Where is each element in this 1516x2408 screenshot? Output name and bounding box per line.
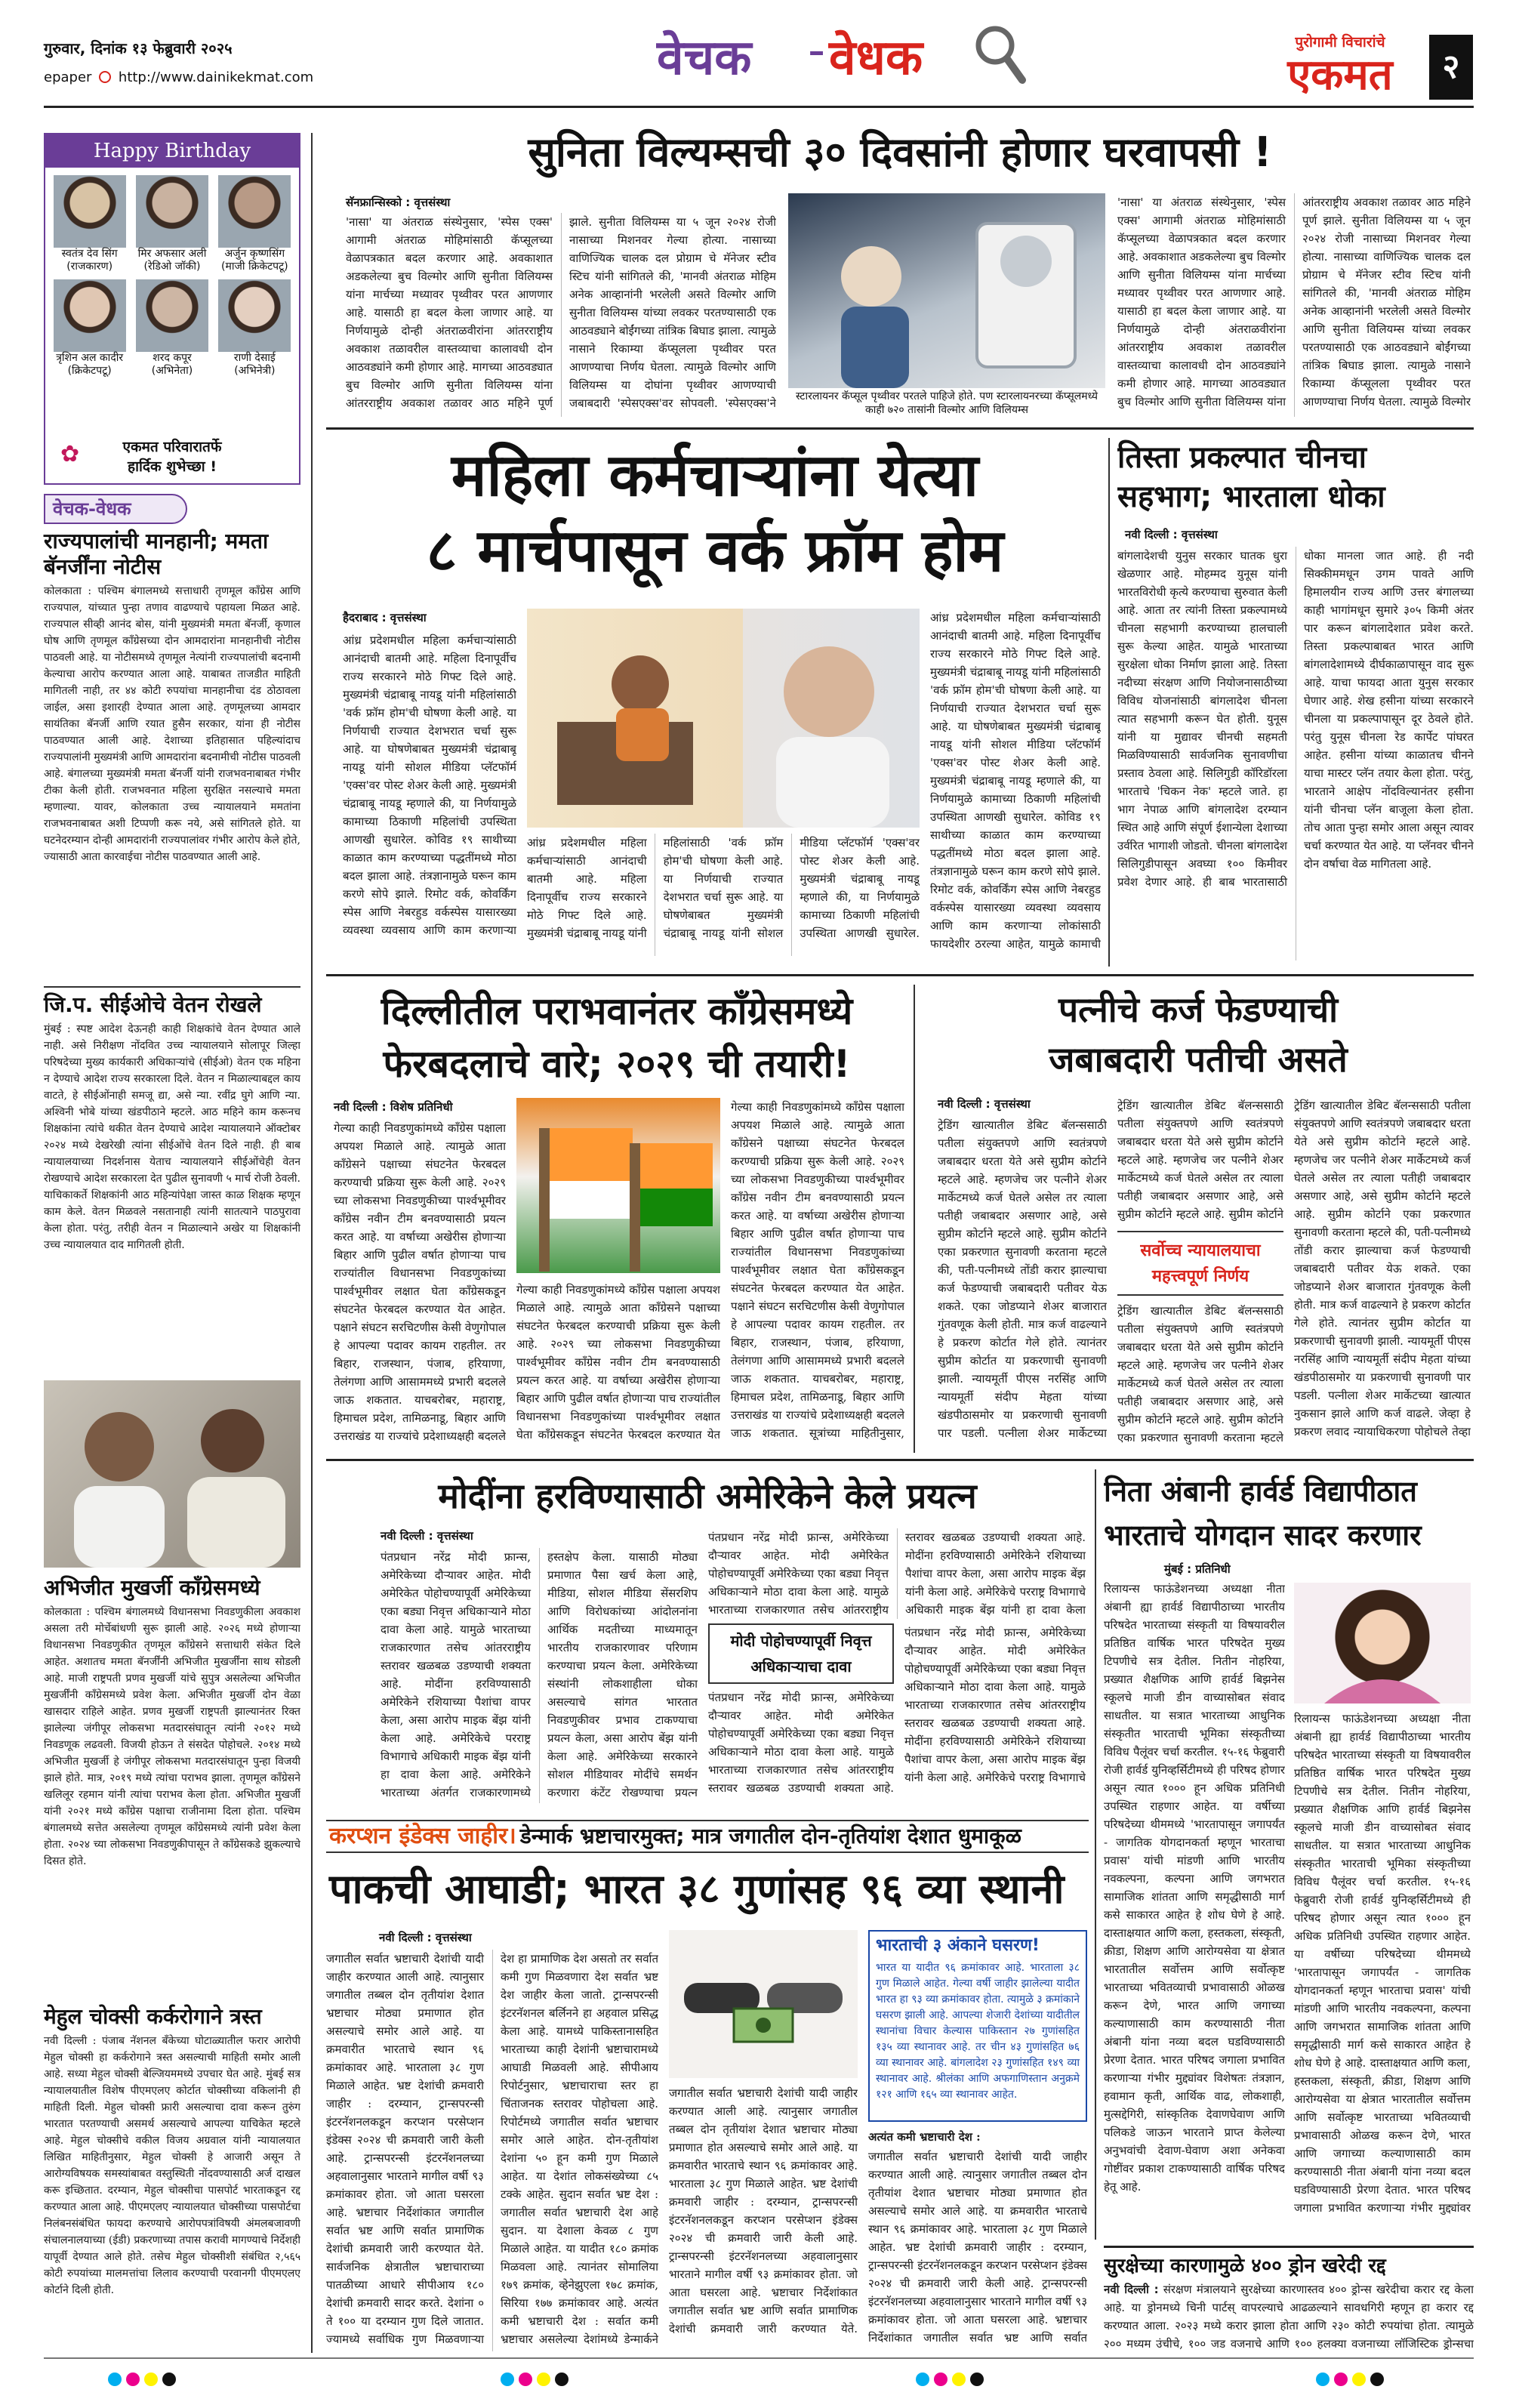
- sunita-photo: [788, 193, 1105, 388]
- flags-photo-icon: [516, 1098, 720, 1273]
- corruption-banner-text: डेन्मार्क भ्रष्टाचारमुक्त; मात्र जगातील दोन-तृतियांश देशात धुमाकूळ: [519, 1824, 1021, 1848]
- yellow-dot-icon: [537, 2373, 550, 2386]
- astronaut-photo-icon: [788, 193, 1105, 388]
- birthday-name: मिर अफसार अली: [137, 248, 207, 260]
- reg-marks-right: [1314, 2373, 1386, 2389]
- cyan-dot-icon: [916, 2373, 929, 2386]
- masthead-date: गुरुवार, दिनांक १३ फेब्रुवारी २०२५: [44, 39, 233, 57]
- reg-marks-mid-right: [914, 2373, 986, 2389]
- nita-body-b: रिलायन्स फाऊंडेशनच्या अध्यक्षा नीता अंबानी ह्या हार्वर्ड विद्यापीठाच्या भारतीय परिषदेत भारताच्या संस्कृती या विषयावरील प्रतिष्ठित वार्षिक भारत परिषदेत मुख्य टिपणीचे सत्र देतील. नितीन नोहरिया, प्रख्यात शैक्षणिक आणि हार्वर्ड बिझनेस स्कूलचे माजी डीन वाच्यासोबत संवाद साधतील. या सत्रात भारताच्या आधुनिक संस्कृतीत भारताची भूमिका संस्कृतीच्या विविध पैलूंवर चर्चा करतील. १५-१६ फेब्रुवारी रोजी हार्वर्ड युनिव्हर्सिटीमध्ये ही परिषद होणार असून त्यात १००० हून अधिक प्रतिनिधी उपस्थित राहणार आहेत. या वर्षीच्या परिषदेच्या थीममध्ये 'भारतापासून जगापर्यंत - जागतिक योगदानकर्ता म्हणून भारताचा प्रवास' यांची मांडणी आणि भारतीय नवकल्पना, कल्पना आणि जगभरात सामाजिक शांतता आणि समृद्धीसाठी मार्ग कसे साकारत आहेत हे शोध घेणे हे आहे. दास्ताक्षयात आणि कला, हस्तकला, संस्कृती, क्रीडा, शिक्षण आणि आरोग्यसेवा या क्षेत्रात भारतातील सर्वोत्तम आणि सर्वोत्कृष्ट भारताच्या भवितव्याची प्रभावासाठी ओळख करून देणे, भारत आणि जगाच्या कल्याणासाठी काम करण्यासाठी नीता अंबानी यांना नव्या बदल घडविण्यासाठी प्रेरणा देतात. भारत परिषद जगाला प्रभावित करणाऱ्या गंभीर मुद्द्यांवर: [1294, 1712, 1471, 2215]
- reg-marks-mid-left: [498, 2373, 571, 2389]
- rule-below-congress: [326, 1459, 1474, 1461]
- teesta-headline-2: सहभाग; भारताला धोका: [1117, 479, 1385, 514]
- congress-headline-1: दिल्लीतील पराभवानंतर काँग्रेसमध्ये: [381, 989, 853, 1033]
- sidebar-photo-mukherjee: [44, 1380, 300, 1568]
- epaper-line[interactable]: [44, 69, 313, 85]
- rule-congress-wife: [914, 985, 915, 1453]
- corruption-box-body: भारत या यादीत ९६ क्रमांकावर आहे. भारताला ३८ गुण मिळाले आहेत. गेल्या वर्षी जाहीर झालेल्या यादीत भारत हा ९३ व्या क्रमांकावर होता. त्यामुळे ३ क्रमांकाने घसरण झाली आहे. आपल्या शेजारी देशांच्या यादीतील स्थानांचा विचार केल्यास पाकिस्तान २७ गुणांसहित १३५ व्या स्थानावर आहे. तर चीन ४३ गुणांसहित ७६ व्या स्थानावर आहे. बांगलादेश २३ गुणांसहित १४९ व्या स्थानावर आहे. श्रीलंका आणि अफगाणिस्तान अनुक्रमे १२१ आणि १६५ व्या स्थानावर आहेत.: [876, 1962, 1080, 2101]
- sidebar-story-3-body: कोलकाता : पश्चिम बंगालमध्ये विधानसभा निवडणुकीला अवकाश असला तरी मोर्चेबांधणी सुरू झाली आहे. २०२६ मध्ये होणाऱ्या विधानसभा निवडणुकीत तृणमूल काँग्रेसने सत्ताधारी संकेत दिले आहेत. अशातच ममता बॅनर्जींनी अभिजीत मुखर्जींना साथ सोडली आहे. माजी राष्ट्रपती प्रणव मुखर्जी यांचे सुपुत्र असलेल्या अभिजीत मुखर्जींनी काँग्रेसमध्ये प्रवेश केला. अभिजीत मुखर्जी दोन वेळा खासदार राहिले आहेत. प्रणव मुखर्जी राष्ट्रपती झाल्यानंतर रिक्त झालेल्या जंगीपूर लोकसभा मतदारसंघातून त्यांनी २०१२ मध्ये निवडणूक लढवली. विजयी होऊन ते संसदेत पोहोचले. २०१४ मध्ये अभिजीत मुखर्जी हे जंगीपूर लोकसभा मतदारसंघातून पुन्हा विजयी झाले होते. मात्र, २०१९ मध्ये त्यांचा पराभव झाला. तृणमूल काँग्रेसने खलिलूर रहमान यांनी त्यांचा पराभव केला होता. अभिजीत मुखर्जी यांनी २०२१ मध्ये काँग्रेस पक्षाचा राजीनामा दिला होता. पश्चिम बंगालमध्ये सत्तेत असलेल्या तृणमूल काँग्रेसमध्ये त्यांनी प्रवेश केला होता. २०२४ च्या लोकसभा निवडणुकीपासून ते काँग्रेसकडे झुकल्याचे दिसत होते.: [44, 1606, 300, 1867]
- wife-body-b: ट्रेडिंग खात्यातील डेबिट बॅलन्ससाठी पतीला संयुक्तपणे आणि स्वतंत्रपणे जबाबदार धरता येते असे सुप्रीम कोर्टाने म्हटले आहे. म्हणजेच जर पत्नीने शेअर मार्केटमध्ये कर्ज घेतले असेल तर त्याला पतीही जबाबदार असणार आहे, असे सुप्रीम कोर्टाने म्हटले आहे. सुप्रीम कोर्टाने: [1117, 1099, 1283, 1221]
- reg-marks-left: [106, 2373, 178, 2389]
- birthday-box: [44, 133, 300, 485]
- portrait-photo-icon: [1294, 1583, 1471, 1703]
- sidebar-story-3-headline: अभिजीत मुखर्जी काँग्रेसमध्ये: [44, 1575, 260, 1600]
- flower-icon: ✿: [60, 441, 80, 467]
- birthday-greeting: [45, 436, 299, 476]
- avatar: [218, 175, 291, 248]
- brand-block: [1253, 32, 1427, 107]
- modi-body-a: पंतप्रधान नरेंद्र मोदी फ्रान्स, अमेरिकेच्या दौऱ्यावर आहेत. मोदी अमेरिकेत पोहोचण्यापूर्वी अमेरिकेच्या एका बड्या निवृत्त अधिकाऱ्याने मोठा दावा केला आहे. यामुळे भारताच्या राजकारणात तसेच आंतरराष्ट्रीय स्तरावर खळबळ उडण्याची शक्यता आहे. मोदींना हरविण्यासाठी अमेरिकेने रशियाच्या पैशांचा वापर केला, असा आरोप माइक बेंझ यांनी केला आहे. अमेरिकेचे परराष्ट्र विभागाचे अधिकारी माइक बेंझ यांनी हा दावा केला आहे. अमेरिकेने भारताच्या अंतर्गत राजकारणामध्ये हस्तक्षेप केला. यासाठी मोठ्या प्रमाणात पैसा खर्च केला आहे, मीडिया, सोशल मीडिया सेंसरशिप आणि विरोधकांच्या आंदोलनांना आर्थिक मदतीच्या माध्यमातून भारतीय राजकारणावर परिणाम करण्याचा प्रयत्न केला. अमेरिकेच्या संस्थांनी लोकशाहीला धोका असल्याचे सांगत भारतात निवडणुकीवर प्रभाव टाकण्याचा प्रयत्न केला, असा आरोप बेंझ यांनी केला आहे. अमेरिकेच्या सरकारने सोशल मीडियावर मोदींचे समर्थन करणारा कंटेंट रोखण्याचा प्रयत्न: [381, 1550, 698, 1799]
- modi-body-c: पंतप्रधान नरेंद्र मोदी फ्रान्स, अमेरिकेच्या दौऱ्यावर आहेत. मोदी अमेरिकेत पोहोचण्यापूर्वी अमेरिकेच्या एका बड्या निवृत्त अधिकाऱ्याने मोठा दावा केला आहे. यामुळे भारताच्या राजकारणात तसेच आंतरराष्ट्रीय स्तरावर खळबळ उडण्याची शक्यता आहे.: [708, 1691, 894, 1795]
- congress-headline-2: फेरबदलाचे वारे; २०२९ ची तयारी!: [383, 1042, 851, 1086]
- teesta-dateline: नवी दिल्ली : वृत्तसंस्था: [1125, 528, 1218, 541]
- sidebar-story-4: [44, 2004, 300, 2348]
- footer-rule: [44, 2357, 1474, 2359]
- birthday-role: (अभिनेत्री): [234, 365, 276, 377]
- section-title: [657, 23, 1080, 94]
- birthday-role: (अभिनेता): [151, 365, 193, 377]
- rule-below-wfh: [326, 974, 1474, 976]
- sidebar-story-2-body: मुंबई : स्पष्ट आदेश देऊनही काही शिक्षकांचे वेतन देण्यात आले नाही. असे निरीक्षण नोंदवित उच्च न्यायालयाने सोलापूर जिल्हा परिषदेच्या मुख्य कार्यकारी अधिकाऱ्यांचे (सीईओ) वेतन एक महिना न देण्याचे आदेश राज्य सरकारला दिले. वेतन न मिळाल्याबद्दल काय वाटते, हे सीईओंनाही समजू द्या, असे न्या. रवींद्र घुगे आणि न्या. अश्विनी भोबे यांच्या खंडपीठाने म्हटले. आठ महिने काम करूनच शिक्षकांना त्यांचे थकीत वेतन देण्याचे आदेश न्यायालयाने ऑक्टोबर २०२४ मध्ये देखरेखी त्यांना सीईओंचे वेतन दिले नाही. ही बाब न्यायालयाच्या निदर्शनास येताच न्यायालयाने सीईओंचेही वेतन रोखण्याचे आदेश सरकारला देत पुढील सुनावणी ५ मार्च रोजी ठेवली. याचिकाकर्ते शिक्षकांनी आठ महिन्यांपेक्षा जास्त काळ शिक्षक म्हणून काम केले. वेतन मिळवले नसतानाही त्यांनी सातत्याने पाठपुरावा केला होता. परंतु, तरीही वेतन न मिळाल्याने अखेर या शिक्षकांनी उच्च न्यायालयात दाद मागितली होती.: [44, 1023, 300, 1251]
- story-modi-us: [326, 1469, 1089, 1809]
- wfh-body-a: आंध्र प्रदेशमधील महिला कर्मचाऱ्यांसाठी आनंदाची बातमी आहे. महिला दिनापूर्वीच राज्य सरकारने मोठे गिफ्ट दिले आहे. मुख्यमंत्री चंद्राबाबू नायडू यांनी महिलांसाठी 'वर्क फ्रॉम होम'ची घोषणा केली आहे. या निर्णयाची राज्यात देशभरात चर्चा सुरू आहे. या घोषणेबाबत मुख्यमंत्री चंद्राबाबू नायडू यांनी सोशल मीडिया प्लॅटफॉर्म 'एक्स'वर पोस्ट शेअर केली आहे. मुख्यमंत्री चंद्राबाबू नायडू म्हणाले की, या निर्णयामुळे कामाच्या ठिकाणी महिलांची उपस्थिता आणखी सुधारेल. कोविड १९ साथीच्या काळात काम करण्याच्या पद्धतींमध्ये मोठा बदल झाला आहे. तंत्रज्ञानामुळे घरून काम करणे सोपे झाले. रिमोट वर्क, कोवर्किंग स्पेस आणि नेबरहुड वर्कस्पेस यासारख्या व्यवस्था व्यवसाय आणि काम करणाऱ्या: [343, 634, 516, 937]
- corruption-sub3: अत्यंत कमी भ्रष्टाचारी देश :: [868, 2130, 981, 2144]
- birthday-name: त्रृशिन अल कादीर: [56, 352, 124, 364]
- registration-marks: [0, 2369, 1516, 2392]
- epaper-label: epaper: [44, 69, 92, 85]
- sunita-body-left: 'नासा' या अंतराळ संस्थेनुसार, 'स्पेस एक्स' आगामी अंतराळ मोहिमांसाठी कॅप्सूलच्या वेळापत्रकात बदल करणार आहे. अवकाशात अडकलेल्या बुच विल्मोर आणि सुनीता विलियम्स यांना मार्चच्या मध्यावर पृथ्वीवर परत आणणार आहे. यासाठी हा बदल केला जाणार आहे. या निर्णयामुळे दोन्ही अंतराळवीरांना आंतरराष्ट्रीय अवकाश तळावरील वास्तव्याचा कालावधी दोन आठवड्यांने कमी होणार आहे. मागच्या आठवड्यात बुच विल्मोर आणि सुनीता विलियम्स यांना आंतरराष्ट्रीय अवकाश तळावर आठ महिने पूर्ण झाले. सुनीता विलियम्स या ५ जून २०२४ रोजी नासाच्या मिशनवर गेल्या होत्या. नासाच्या वाणिज्यिक चालक दल प्रोग्राम चे मॅनेजर स्टीव स्टिच यांनी सांगितले की, 'मानवी अंतराळ मोहिम अनेक आव्हानांनी भरलेली असते विल्मोर आणि सुनीता विलियम्स यांच्या लवकर परतण्यासाठी एक आठवड्याने बोईंगच्या तांत्रिक बिघाड झाला. त्यामुळे नासाने रिकाम्या कॅप्सूलला पृथ्वीवर परत आणण्याचा निर्णय घेतला. त्यामुळे विल्मोर आणि विलियम्स या दोघांना पृथ्वीवर आणण्याची जबाबदारी 'स्पेसएक्स'वर सोपवली. 'स्पेसएक्स'ने: [346, 215, 776, 410]
- modi-subhead-1: मोदी पोहोचण्यापूर्वी निवृत्त: [730, 1632, 872, 1650]
- congress-body-b: गेल्या काही निवडणुकांमध्ये काँग्रेस पक्षाला अपयश मिळाले आहे. त्यामुळे आता काँग्रेसने पक्षाच्या संघटनेत फेरबदल करण्याची प्रक्रिया सुरू केली आहे. २०२९ च्या लोकसभा निवडणुकीच्या पार्श्वभूमीवर काँग्रेस नवीन टीम बनवण्यासाठी प्रयत्न करत आहे. या वर्षाच्या अखेरीस होणाऱ्या बिहार आणि पुढील वर्षात होणाऱ्या पाच राज्यांतील विधानसभा निवडणुकांच्या पार्श्वभूमीवर लक्षात घेता काँग्रेसकडून संघटनेत फेरबदल करण्यात येत: [516, 1283, 720, 1441]
- sidebar-story-1: [44, 529, 300, 982]
- birthday-person: [215, 279, 294, 378]
- birthday-name: स्वतंत्र देव सिंग: [61, 248, 118, 260]
- magenta-dot-icon: [126, 2373, 140, 2386]
- birthday-role: (राजकारण): [66, 261, 113, 273]
- nita-dateline: मुंबई : प्रतिनिधी: [1164, 1562, 1231, 1576]
- nita-photo: [1294, 1583, 1471, 1703]
- sidebar-section-label: वेचक-वेधक: [44, 494, 187, 524]
- story-congress: [326, 985, 907, 1453]
- teesta-headline-1: तिस्ता प्रकल्पात चीनचा: [1117, 440, 1367, 475]
- birthday-role: (रेडिओ जॉकी): [143, 261, 201, 273]
- yellow-dot-icon: [144, 2373, 158, 2386]
- corruption-box: [868, 1930, 1087, 2122]
- modi-body-b: पंतप्रधान नरेंद्र मोदी फ्रान्स, अमेरिकेच्या दौऱ्यावर आहेत. मोदी अमेरिकेत पोहोचण्यापूर्वी अमेरिकेच्या एका बड्या निवृत्त अधिकाऱ्याने मोठा दावा केला आहे. यामुळे भारताच्या राजकारणात तसेच आंतरराष्ट्रीय स्तरावर खळबळ उडण्याची शक्यता आहे. मोदींना हरविण्यासाठी अमेरिकेने रशियाच्या पैशांचा वापर केला, असा आरोप माइक बेंझ यांनी केला आहे. अमेरिकेचे परराष्ट्र विभागाचे अधिकारी माइक बेंझ यांनी हा दावा केला: [708, 1531, 1086, 1617]
- cyan-dot-icon: [501, 2373, 514, 2386]
- birthday-person: [50, 175, 129, 273]
- nita-headline-1: निता अंबानी हार्वर्ड विद्यापीठात: [1104, 1475, 1417, 1508]
- sunita-dateline: सॅनफ्रान्सिस्को : वृत्तसंस्था: [346, 196, 451, 209]
- rule-above-drones: [1104, 2246, 1474, 2248]
- sidebar-divider: [44, 986, 300, 988]
- avatar: [54, 279, 126, 352]
- black-dot-icon: [970, 2373, 984, 2386]
- sidebar: [44, 494, 300, 2351]
- wife-body-c: ट्रेडिंग खात्यातील डेबिट बॅलन्ससाठी पतीला संयुक्तपणे आणि स्वतंत्रपणे जबाबदार धरता येते असे सुप्रीम कोर्टाने म्हटले आहे. म्हणजेच जर पत्नीने शेअर मार्केटमध्ये कर्ज घेतले असेल तर त्याला पतीही जबाबदार असणार आहे, असे सुप्रीम कोर्टाने म्हटले आहे. सुप्रीम कोर्टाने एका प्रकरणात सुनावणी करताना म्हटले: [1117, 1304, 1283, 1444]
- congress-body-c: गेल्या काही निवडणुकांमध्ये काँग्रेस पक्षाला अपयश मिळाले आहे. त्यामुळे आता काँग्रेसने पक्षाच्या संघटनेत फेरबदल करण्याची प्रक्रिया सुरू केली आहे. २०२९ च्या लोकसभा निवडणुकीच्या पार्श्वभूमीवर काँग्रेस नवीन टीम बनवण्यासाठी प्रयत्न करत आहे. या वर्षाच्या अखेरीस होणाऱ्या बिहार आणि पुढील वर्षात होणाऱ्या पाच राज्यांतील विधानसभा निवडणुकांच्या पार्श्वभूमीवर लक्षात घेता काँग्रेसकडून संघटनेत फेरबदल करण्यात येत आहेत. पक्षाने संघटन सरचिटणीस केसी वेणुगोपाल हे आपल्या पदावर कायम राहतील. तर बिहार, राजस्थान, पंजाब, हरियाणा, तेलंगणा आणि आसाममध्ये प्रभारी बदलले जाऊ शकतात. याचबरोबर, महाराष्ट्र, हिमाचल प्रदेश, तामिळनाडू, बिहार आणि उत्तराखंड या राज्यांचे प्रदेशाध्यक्षही बदलले जाऊ शकतात. सूत्रांच्या माहितीनुसार,: [731, 1100, 904, 1440]
- story-nita: [1104, 1469, 1474, 2240]
- sidebar-rule: [311, 133, 313, 2353]
- wfh-body-c: आंध्र प्रदेशमधील महिला कर्मचाऱ्यांसाठी आनंदाची बातमी आहे. महिला दिनापूर्वीच राज्य सरकारने मोठे गिफ्ट दिले आहे. मुख्यमंत्री चंद्राबाबू नायडू यांनी महिलांसाठी 'वर्क फ्रॉम होम'ची घोषणा केली आहे. या निर्णयाची राज्यात देशभरात चर्चा सुरू आहे. या घोषणेबाबत मुख्यमंत्री चंद्राबाबू नायडू यांनी सोशल मीडिया प्लॅटफॉर्म 'एक्स'वर पोस्ट शेअर केली आहे. मुख्यमंत्री चंद्राबाबू नायडू म्हणाले की, या निर्णयामुळे कामाच्या ठिकाणी महिलांची उपस्थिता आणखी सुधारेल. कोविड १९ साथीच्या काळात काम करण्याच्या पद्धतींमध्ये मोठा बदल झाला आहे. तंत्रज्ञानामुळे घरून काम करणे सोपे झाले. रिमोट वर्क, कोवर्किंग स्पेस आणि नेबरहुड वर्कस्पेस यासारख्या व्यवस्था व्यवसाय आणि काम करणाऱ्या लोकांसाठी फायदेशीर ठरल्या आहेत, यामुळे कामाची: [930, 611, 1101, 951]
- avatar: [54, 175, 126, 248]
- rule-modi-nita: [1095, 1469, 1096, 2240]
- globe-icon: [99, 71, 111, 83]
- modi-headline: मोदींना हरविण्यासाठी अमेरिकेने केले प्रयत्न: [438, 1475, 977, 1516]
- birthday-person: [215, 175, 294, 273]
- people-photo-icon: [527, 609, 920, 828]
- rule-wfh-teesta: [1108, 438, 1110, 967]
- nita-headline-2: भारताचे योगदान सादर करणार: [1104, 1518, 1422, 1552]
- birthday-name: अर्जुन कृष्णसिंग: [224, 248, 285, 260]
- teesta-body: बांगलादेशची युनुस सरकार घातक धुरा खेळणार आहे. मोहम्मद युनूस यांनी भारतविरोधी कृत्ये करण्याचा सुरुवात केली आहे. आता तर त्यांनी तिस्ता प्रकल्पामध्ये चीनला सहभागी करण्याच्या हालचाली सुरू केल्या आहेत. यामुळे भारताच्या सुरक्षेला धोका निर्माण झाला आहे. तिस्ता नदीच्या संरक्षण आणि नियोजनासाठीच्या विविध योजनांसाठी बांगलादेश चीनला त्यात सहभागी करून घेत होती. युनूस यांनी या मुद्यावर चीनची सहमती मिळविण्यासाठी सार्वजनिक सुनावणीचा प्रस्ताव ठेवला आहे. सिलिगुडी कॉरिडॉरला भारताचे 'चिकन नेक' म्हटले जाते. हा भाग नेपाळ आणि बांगलादेश दरम्यान स्थित आहे आणि संपूर्ण ईशान्येला देशाच्या उर्वरित भागाशी जोडतो. चीनला बांगलादेश सिलिगुडीपासून अवघ्या १०० किमीवर प्रवेश देणार आहे. ही बाब भारतासाठी धोका मानला जात आहे. ही नदी सिक्कीममधून उगम पावते आणि हिमालयीन राज्य आणि उत्तर बंगालच्या काही भागांमधून सुमारे ३०५ किमी अंतर पार करून बांगलादेशात प्रवेश करते. तिस्ता प्रकल्पाबाबत भारत आणि बांगलादेशामध्ये दीर्घकाळापासून वाद सुरू आहे. याचा फायदा आता युनुस सरकार घेणार आहे. शेख हसीना यांच्या सरकारने चीनला या प्रकल्पापासून दूर ठेवले होते. परंतु युनूस चीनला रेड कार्पेट पांघरत आहेत. हसीना यांच्या काळातच चीनने याचा मास्टर प्लॅन तयार केला होता. परंतु, भारताने आक्षेप नोंदविल्यानंतर हसीना यांनी चीनचा प्लॅन बाजूला केला होता. तोच आता पुन्हा समोर आला असून त्यावर चर्चा करण्यात येत आहे. या प्लॅनवर चीनने दोन वर्षाचा वेळ मागितला आहे.: [1117, 549, 1474, 889]
- story-drones: [1104, 2252, 1474, 2354]
- masthead-rule: [44, 106, 1474, 108]
- wfh-dateline: हैदराबाद : वृत्तसंस्था: [343, 611, 427, 624]
- wife-body-d: ट्रेडिंग खात्यातील डेबिट बॅलन्ससाठी पतीला संयुक्तपणे आणि स्वतंत्रपणे जबाबदार धरता येते असे सुप्रीम कोर्टाने म्हटले आहे. म्हणजेच जर पत्नीने शेअर मार्केटमध्ये कर्ज घेतले असेल तर त्याला पतीही जबाबदार असणार आहे, असे सुप्रीम कोर्टाने म्हटले आहे. सुप्रीम कोर्टाने एका प्रकरणात सुनावणी करताना म्हटले की, पती-पत्नीमध्ये तोंडी करार झाल्याचा कर्ज फेडण्याची जबाबदारी पतीवर येऊ शकते. एका जोडप्याने शेअर बाजारात गुंतवणूक केली होती. मात्र कर्ज वाढल्याने हे प्रकरण कोर्टात गेले होते. त्यानंतर सुप्रीम कोर्टात या प्रकरणाची सुनावणी झाली. न्यायमूर्ती पीएस नरसिंह आणि न्यायमूर्ती संदीप मेहता यांच्या खंडपीठासमोर या प्रकरणाची सुनावणी पार पडली. पत्नीला शेअर मार्केटच्या खात्यात नुकसान झाले आणि कर्ज वाढले. जेव्हा हे प्रकरण लवाद न्यायाधिकरणा पोहोचले तेव्हा: [1294, 1099, 1471, 1438]
- black-dot-icon: [1370, 2373, 1384, 2386]
- sidebar-story-4-body: नवी दिल्ली : पंजाब नॅशनल बँकेच्या घोटाळ्यातील फरार आरोपी मेहुल चोक्सी हा कर्करोगाने त्रस्त असल्याची माहिती समोर आली आहे. सध्या मेहुल चोक्सी बेल्जियममध्ये उपचार घेत आहे. मुंबई सत्र न्यायालयातील विशेष पीएमएलए कोर्टात चोक्सीच्या वकिलांनी ही माहिती दिली. मेहुल चोक्सी फ्रारी असल्याचा दावा करून तुरुंग भारतात परतण्याची असमर्थ असल्याचे आपल्या याचिकेत म्हटले आहे. मेहुल चोक्सीचे वकील विजय अग्रवाल यांनी न्यायालयात लिखित माहितीनुसार, मेहुल चोक्सी हे आजारी असून ते आरोग्यविषयक समस्यांबाबत वस्तुस्थिती नोंदवण्यासाठी अर्ज दाखल करू इच्छितात. दरम्यान, मेहुल चोक्सीचा पासपोर्ट भारताकडून रद्द करण्यात आला आहे. पीएमएलए न्यायालयात चोक्सीच्या पासपोर्टचा निलंबनसंबंधित फायदा करण्याचे आरोपपत्रांविषयी अंमलबजावणी संचालनालयाच्या (ईडी) प्रकरणाच्या तपास करावी मागण्याचे निर्देशही यापूर्वी देण्यात आले होते. तसेच मेहुल चोक्सीशी संबंधित २,५६५ कोटी रुपयांच्या मालमत्तांचा लिलाव करण्याची परवानगी पीएमएलए कोर्टाने दिली होती.: [44, 2035, 300, 2296]
- section-title-dash: -: [808, 23, 826, 79]
- modi-subhead-2: अधिकाऱ्याचा दावा: [750, 1657, 852, 1676]
- drones-headline: सुरक्षेच्या कारणामुळे ४०० ड्रोन खरेदी रद्द: [1104, 2255, 1386, 2277]
- story-teesta: [1117, 438, 1474, 967]
- congress-body-a: गेल्या काही निवडणुकांमध्ये काँग्रेस पक्षाला अपयश मिळाले आहे. त्यामुळे आता काँग्रेसने पक्षाच्या संघटनेत फेरबदल करण्याची प्रक्रिया सुरू केली आहे. २०२९ च्या लोकसभा निवडणुकीच्या पार्श्वभूमीवर काँग्रेस नवीन टीम बनवण्यासाठी प्रयत्न करत आहे. या वर्षाच्या अखेरीस होणाऱ्या बिहार आणि पुढील वर्षात होणाऱ्या पाच राज्यांतील विधानसभा निवडणुकांच्या पार्श्वभूमीवर लक्षात घेता काँग्रेसकडून संघटनेत फेरबदल करण्यात येत आहेत. पक्षाने संघटन सरचिटणीस केसी वेणुगोपाल हे आपल्या पदावर कायम राहतील. तर बिहार, राजस्थान, पंजाब, हरियाणा, तेलंगणा आणि आसाममध्ये प्रभारी बदलले जाऊ शकतात. याचबरोबर, महाराष्ट्र, हिमाचल प्रदेश, तामिळनाडू, बिहार आणि उत्तराखंड या राज्यांचे प्रदेशाध्यक्षही बदलले: [334, 1121, 506, 1443]
- corruption-body-a: जगातील सर्वात भ्रष्टाचारी देशांची यादी जाहीर करण्यात आली आहे. त्यानुसार जगातील तब्बल दोन तृतीयांश देशात भ्रष्टाचार मोठ्या प्रमाणात होत असल्याचे समोर आले आहे. या क्रमवारीत भारताचे स्थान ९६ क्रमांकावर आहे. भारताला ३८ गुण मिळाले आहेत. भ्रष्ट देशांची क्रमवारी जाहीर : दरम्यान, ट्रान्सपरन्सी इंटरनॅशनलकडून करप्शन परसेप्शन इंडेक्स २०२४ ची क्रमवारी जारी केली आहे. ट्रान्सपरन्सी इंटरनॅशनलच्या अहवालानुसार भारताने मागील वर्षी ९३ क्रमांकावर होता. जो आता घसरला आहे. भ्रष्टाचार निर्देशांकात जगातील सर्वात भ्रष्ट आणि सर्वात प्रामाणिक देशांची क्रमवारी जारी करण्यात येते. सार्वजनिक क्षेत्रातील भ्रष्टाचाराच्या पातळीच्या आधारे सीपीआय १८० देशांची क्रमवारी सादर करते. देशांना ० ते १०० या दरम्यान गुण दिले जातात. ज्यामध्ये सर्वाधिक गुण मिळवणाऱ्या देश हा प्रामाणिक देश असतो तर सर्वात कमी गुण मिळवणारा देश सर्वात भ्रष्ट देश जाहीर केला जातो. ट्रान्सपरन्सी इंटरनॅशनल बर्लिनने हा अहवाल प्रसिद्ध केला आहे. यामध्ये पाकिस्तानासहित भारताच्या काही देशांनी भ्रष्टाचारामध्ये आघाडी मिळवली आहे. सीपीआय रिपोर्टनुसार, भ्रष्टाचाराचा स्तर हा चिंताजनक स्तरावर पोहोचला आहे. रिपोर्टमध्ये जगातील सर्वात भ्रष्टाचार समोर आले आहेत. दोन-तृतीयांश देशांना ५० हून कमी गुण मिळाले आहेत. या देशांत लोकसंख्येच्या ८५ टक्के आहेत. सुदान सर्वात भ्रष्ट देश : जगातील सर्वात भ्रष्टाचारी देश आहे सुदान. या देशाला केवळ ८ गुण मिळाले आहेत. या यादीत १८० क्रमांक मिळवला आहे. त्यानंतर सोमालिया १७९ क्रमांक, व्हेनेझुएला १७८ क्रमांक, सिरिया १७७ क्रमांकावर आहे. अत्यंत कमी भ्रष्टाचारी देश : सर्वात कमी भ्रष्टाचार असलेल्या देशांमध्ये डेन्मार्कने: [326, 1952, 658, 2346]
- black-dot-icon: [162, 2373, 176, 2386]
- birthday-title: Happy Birthday: [45, 134, 299, 168]
- magnifier-icon: [974, 24, 1027, 85]
- birthday-person: [50, 279, 129, 378]
- wfh-headline-2: ८ मार्चपासून वर्क फ्रॉम होम: [426, 517, 1004, 585]
- modi-dateline: नवी दिल्ली : वृत्तसंस्था: [381, 1529, 473, 1543]
- sunita-body-right: 'नासा' या अंतराळ संस्थेनुसार, 'स्पेस एक्स' आगामी अंतराळ मोहिमांसाठी कॅप्सूलच्या वेळापत्रकात बदल करणार आहे. अवकाशात अडकलेल्या बुच विल्मोर आणि सुनीता विलियम्स यांना मार्चच्या मध्यावर पृथ्वीवर परत आणणार आहे. यासाठी हा बदल केला जाणार आहे. या निर्णयामुळे दोन्ही अंतराळवीरांना आंतरराष्ट्रीय अवकाश तळावरील वास्तव्याचा कालावधी दोन आठवड्यांने कमी होणार आहे. मागच्या आठवड्यात बुच विल्मोर आणि सुनीता विलियम्स यांना आंतरराष्ट्रीय अवकाश तळावर आठ महिने पूर्ण झाले. सुनीता विलियम्स या ५ जून २०२४ रोजी नासाच्या मिशनवर गेल्या होत्या. नासाच्या वाणिज्यिक चालक दल प्रोग्राम चे मॅनेजर स्टीव स्टिच यांनी सांगितले की, 'मानवी अंतराळ मोहिम अनेक आव्हानांनी भरलेली असते विल्मोर आणि सुनीता विलियम्स यांच्या लवकर परतण्यासाठी एक आठवड्याने बोईंगच्या तांत्रिक बिघाड झाला. त्यामुळे नासाने रिकाम्या कॅप्सूलला पृथ्वीवर परत आणण्याचा निर्णय घेतला. त्यामुळे विल्मोर: [1117, 196, 1471, 409]
- wfh-headline-1: महिला कर्मचाऱ्यांना येत्या: [451, 442, 979, 510]
- masthead: [0, 0, 1516, 113]
- wife-subhead-2: महत्त्वपूर्ण निर्णय: [1151, 1267, 1249, 1286]
- birthday-person: [132, 279, 211, 378]
- birthday-name: शरद कपूर: [153, 352, 192, 364]
- avatar: [136, 279, 208, 352]
- epaper-url[interactable]: http://www.dainikekmat.com: [118, 69, 314, 85]
- corruption-headline: पाकची आघाडी; भारत ३८ गुणांसह ९६ व्या स्थानी: [329, 1865, 1065, 1913]
- corruption-body-b: जगातील सर्वात भ्रष्टाचारी देशांची यादी जाहीर करण्यात आली आहे. त्यानुसार जगातील तब्बल दोन तृतीयांश देशात भ्रष्टाचार मोठ्या प्रमाणात होत असल्याचे समोर आले आहे. या क्रमवारीत भारताचे स्थान ९६ क्रमांकावर आहे. भारताला ३८ गुण मिळाले आहेत. भ्रष्ट देशांची क्रमवारी जाहीर : दरम्यान, ट्रान्सपरन्सी इंटरनॅशनलकडून करप्शन परसेप्शन इंडेक्स २०२४ ची क्रमवारी जारी केली आहे. ट्रान्सपरन्सी इंटरनॅशनलच्या अहवालानुसार भारताने मागील वर्षी ९३ क्रमांकावर होता. जो आता घसरला आहे. भ्रष्टाचार निर्देशांकात जगातील सर्वात भ्रष्ट आणि सर्वात प्रामाणिक देशांची क्रमवारी जारी करण्यात येते.: [669, 2086, 858, 2336]
- sunita-headline: सुनिता विल्यम्सची ३० दिवसांनी होणार घरवापसी !: [528, 128, 1272, 176]
- brand-tagline: पुरोगामी विचारांचे: [1295, 34, 1385, 51]
- drones-body-text: संरक्षण मंत्रालयाने सुरक्षेच्या कारणास्तव ४०० ड्रोन्स खरेदीचा करार रद्द केला आहे. या ड्रोनमध्ये चिनी पार्टस् वापरल्याचे आढळल्याने सावधगिरी म्हणून हा करार रद्द करण्यात आला. २०२३ मध्ये करार झाला होता आणि २३० कोटी रुपयांचा होता. त्यामुळे २०० मध्यम उंचीचे, १०० जड वजनाचे आणि १०० हलक्या वजनाच्या लॉजिस्टिक ड्रोन्सचा: [1104, 2283, 1474, 2351]
- magenta-dot-icon: [934, 2373, 948, 2386]
- wife-dateline: नवी दिल्ली : वृत्तसंस्था: [938, 1097, 1031, 1111]
- magenta-dot-icon: [1334, 2373, 1348, 2386]
- section-title-b: वेधक: [829, 30, 923, 86]
- sidebar-story-1-headline: राज्यपालांची मानहानी; ममता बॅनर्जींना नोटीस: [44, 529, 269, 579]
- corruption-illustration: [669, 1930, 858, 2078]
- congress-photo: [516, 1098, 720, 1273]
- rule-below-sunita: [326, 427, 1474, 430]
- sidebar-story-1-body: कोलकाता : पश्चिम बंगालमध्ये सत्ताधारी तृणमूल काँग्रेस आणि राज्यपाल, यांच्यात पुन्हा तणाव वाढण्याचे पहायला मिळत आहे. राज्यपाल सीव्ही आनंद बोस, यांनी मुख्यमंत्री ममता बॅनर्जी, कृणाल घोष आणि तृणमूल काँग्रेसच्या दोन आमदारांना मानहानीची नोटीस पाठवली आहे. या नोटीसमध्ये तृणमूल नेत्यांनी राज्यपालांची बदनामी केल्याचा आरोप करण्यात आला आहे. याबाबत ताजडीत माहिती मागितली नाही, तर ४४ कोटी रुपयांचा मानहानीचा दंड ठोठावला जाईल, असा इशारही देण्यात आला आहे. तृणमूलच्या आमदार सायंतिका बॅनर्जी आणि रयात हुसैन सरकार, यांना ही नोटीस पाठवण्यात आली आहे. देशाच्या इतिहासात पहिल्यांदाच राज्यपालांनी मुख्यमंत्री आणि आमदारांना बदनामीची नोटीस पाठवली आहे. बंगालच्या मुख्यमंत्री ममता बॅनर्जी यांनी राजभवनाबाबत गंभीर टीका केली होती. राजभवनात महिला सुरक्षित नसल्याचे ममता म्हणाल्या. यावर, कोलकाता उच्च न्यायालयाने ममतांना राजभवनाबाबत अशी टिप्पणी करू नये, असे सांगितले होते. या घटनेदरम्यान दोन्ही आमदारांनी राज्यपालांवर गंभीर आरोप केले होते, ज्यासाठी आता कारवाईचा नोटीस पाठवण्यात आली आहे.: [44, 585, 300, 863]
- wife-headline-2: जबाबदारी पतीची असते: [1049, 1039, 1348, 1080]
- avatar: [218, 279, 291, 352]
- handshake-money-icon: [669, 1930, 858, 2078]
- brand-logo: एकमत: [1287, 51, 1393, 100]
- page-number: २: [1429, 35, 1473, 100]
- drones-body: [1104, 2280, 1474, 2353]
- corruption-dateline: नवी दिल्ली : वृत्तसंस्था: [379, 1931, 472, 1944]
- greeting-line2: हार्दिक शुभेच्छा !: [127, 458, 217, 475]
- birthday-person: [132, 175, 211, 273]
- magenta-dot-icon: [519, 2373, 532, 2386]
- corruption-body-c: जगातील सर्वात भ्रष्टाचारी देशांची यादी जाहीर करण्यात आली आहे. त्यानुसार जगातील तब्बल दोन तृतीयांश देशात भ्रष्टाचार मोठ्या प्रमाणात होत असल्याचे समोर आले आहे. या क्रमवारीत भारताचे स्थान ९६ क्रमांकावर आहे. भारताला ३८ गुण मिळाले आहेत. भ्रष्ट देशांची क्रमवारी जाहीर : दरम्यान, ट्रान्सपरन्सी इंटरनॅशनलकडून करप्शन परसेप्शन इंडेक्स २०२४ ची क्रमवारी जारी केली आहे. ट्रान्सपरन्सी इंटरनॅशनलच्या अहवालानुसार भारताने मागील वर्षी ९३ क्रमांकावर होता. जो आता घसरला आहे. भ्रष्टाचार निर्देशांकात जगातील सर्वात भ्रष्ट आणि सर्वात: [868, 2150, 1087, 2345]
- drones-dateline: नवी दिल्ली :: [1104, 2283, 1159, 2296]
- corruption-box-title: भारताची ३ अंकाने घसरण!: [876, 1936, 1040, 1955]
- sunita-photo-caption: स्टारलायनर कॅप्सूल पृथ्वीवर परतले पाहिजे होते. पण स्टारलायनरच्या कॅप्सूलमध्ये काही ७२० तासांनी विल्मोर आणि विलियम्स: [795, 390, 1098, 416]
- cyan-dot-icon: [108, 2373, 122, 2386]
- story-corruption: [326, 1858, 1089, 2354]
- story-sunita: [326, 121, 1474, 423]
- section-title-a: वेचक: [657, 30, 752, 86]
- yellow-dot-icon: [952, 2373, 966, 2386]
- avatar: [136, 175, 208, 248]
- nita-body-a: रिलायन्स फाऊंडेशनच्या अध्यक्षा नीता अंबानी ह्या हार्वर्ड विद्यापीठाच्या भारतीय परिषदेत भारताच्या संस्कृती या विषयावरील प्रतिष्ठित वार्षिक भारत परिषदेत मुख्य टिपणीचे सत्र देतील. नितीन नोहरिया, प्रख्यात शैक्षणिक आणि हार्वर्ड बिझनेस स्कूलचे माजी डीन वाच्यासोबत संवाद साधतील. या सत्रात भारताच्या आधुनिक संस्कृतीत भारताची भूमिका संस्कृतीच्या विविध पैलूंवर चर्चा करतील. १५-१६ फेब्रुवारी रोजी हार्वर्ड युनिव्हर्सिटीमध्ये ही परिषद होणार असून त्यात १००० हून अधिक प्रतिनिधी उपस्थित राहणार आहेत. या वर्षीच्या परिषदेच्या थीममध्ये 'भारतापासून जगापर्यंत - जागतिक योगदानकर्ता म्हणून भारताचा प्रवास' यांची मांडणी आणि भारतीय नवकल्पना, कल्पना आणि जगभरात सामाजिक शांतता आणि समृद्धीसाठी मार्ग कसे साकारत आहेत हे शोध घेणे हे आहे. दास्ताक्षयात आणि कला, हस्तकला, संस्कृती, क्रीडा, शिक्षण आणि आरोग्यसेवा या क्षेत्रात भारतातील सर्वोत्तम आणि सर्वोत्कृष्ट भारताच्या भवितव्याची प्रभावासाठी ओळख करून देणे, भारत आणि जगाच्या कल्याणासाठी काम करण्यासाठी नीता अंबानी यांना नव्या बदल घडविण्यासाठी प्रेरणा देतात. भारत परिषद जगाला प्रभावित करणाऱ्या गंभीर मुद्द्यांवर विशेषतः तंत्रज्ञान, हवामान कृती, आर्थिक वाढ, लोकशाही, मुत्सद्देगिरी, सांस्कृतिक देवाणघेवाण आणि पलिकडे जाऊन भारताने प्राप्त केलेल्या अनुभवांची देवाण-घेवाण अशा अनेकवा गोष्टींवर प्रकाश टाकण्यासाठी वार्षिक परिषद हेतू आहे.: [1104, 1582, 1285, 2194]
- sidebar-story-3: [44, 1575, 300, 2003]
- yellow-dot-icon: [1352, 2373, 1366, 2386]
- birthday-role: (क्रिकेटपटू): [67, 365, 112, 377]
- wife-headline-1: पत्नीचे कर्ज फेडण्याची: [1058, 989, 1339, 1030]
- congress-dateline: नवी दिल्ली : विशेष प्रतिनिधी: [334, 1100, 453, 1114]
- wife-body-a: ट्रेडिंग खात्यातील डेबिट बॅलन्ससाठी पतीला संयुक्तपणे आणि स्वतंत्रपणे जबाबदार धरता येते असे सुप्रीम कोर्टाने म्हटले आहे. म्हणजेच जर पत्नीने शेअर मार्केटमध्ये कर्ज घेतले असेल तर त्याला पतीही जबाबदार असणार आहे, असे सुप्रीम कोर्टाने म्हटले आहे. सुप्रीम कोर्टाने एका प्रकरणात सुनावणी करताना म्हटले की, पती-पत्नीमध्ये तोंडी करार झाल्याचा कर्ज फेडण्याची जबाबदारी पतीवर येऊ शकते. एका जोडप्याने शेअर बाजारात गुंतवणूक केली होती. मात्र कर्ज वाढल्याने हे प्रकरण कोर्टात गेले होते. त्यानंतर सुप्रीम कोर्टात या प्रकरणाची सुनावणी झाली. न्यायमूर्ती पीएस नरसिंह आणि न्यायमूर्ती संदीप मेहता यांच्या खंडपीठासमोर या प्रकरणाची सुनावणी पार पडली. पत्नीला शेअर मार्केटच्या: [938, 1118, 1107, 1440]
- corruption-banner: [326, 1820, 1089, 1853]
- black-dot-icon: [555, 2373, 568, 2386]
- wfh-body-b: आंध्र प्रदेशमधील महिला कर्मचाऱ्यांसाठी आनंदाची बातमी आहे. महिला दिनापूर्वीच राज्य सरकारने मोठे गिफ्ट दिले आहे. मुख्यमंत्री चंद्राबाबू नायडू यांनी महिलांसाठी 'वर्क फ्रॉम होम'ची घोषणा केली आहे. या निर्णयाची राज्यात देशभरात चर्चा सुरू आहे. या घोषणेबाबत मुख्यमंत्री चंद्राबाबू नायडू यांनी सोशल मीडिया प्लॅटफॉर्म 'एक्स'वर पोस्ट शेअर केली आहे. मुख्यमंत्री चंद्राबाबू नायडू म्हणाले की, या निर्णयामुळे कामाच्या ठिकाणी महिलांची उपस्थिता आणखी सुधारेल.: [527, 836, 920, 940]
- sidebar-story-4-headline: मेहुल चोक्सी कर्करोगाने त्रस्त: [44, 2004, 262, 2029]
- modi-subhead: [708, 1623, 894, 1684]
- wife-subhead: [1117, 1231, 1283, 1296]
- people-photo-icon: [44, 1380, 300, 1568]
- sidebar-story-2: [44, 992, 300, 1403]
- greeting-line1: एकमत परिवारातर्फे: [122, 439, 222, 455]
- birthday-role: (माजी क्रिकेटपटू): [221, 261, 288, 273]
- cyan-dot-icon: [1316, 2373, 1330, 2386]
- modi-body-d: पंतप्रधान नरेंद्र मोदी फ्रान्स, अमेरिकेच्या दौऱ्यावर आहेत. मोदी अमेरिकेत पोहोचण्यापूर्वी अमेरिकेच्या एका बड्या निवृत्त अधिकाऱ्याने मोठा दावा केला आहे. यामुळे भारताच्या राजकारणात तसेच आंतरराष्ट्रीय स्तरावर खळबळ उडण्याची शक्यता आहे. मोदींना हरविण्यासाठी अमेरिकेने रशियाच्या पैशांचा वापर केला, असा आरोप माइक बेंझ यांनी केला आहे. अमेरिकेचे परराष्ट्र विभागाचे: [904, 1626, 1086, 1784]
- wfh-photo: [527, 609, 920, 828]
- corruption-banner-red: करप्शन इंडेक्स जाहीर।: [329, 1823, 516, 1849]
- birthday-grid: [45, 168, 299, 378]
- story-wfh: [326, 438, 1104, 967]
- story-wife-debt: [923, 985, 1474, 1453]
- sidebar-story-2-headline: जि.प. सीईओचे वेतन रोखले: [44, 992, 262, 1017]
- wife-subhead-1: सर्वोच्च न्यायालयाचा: [1140, 1241, 1261, 1260]
- birthday-name: राणी देसाई: [233, 352, 276, 364]
